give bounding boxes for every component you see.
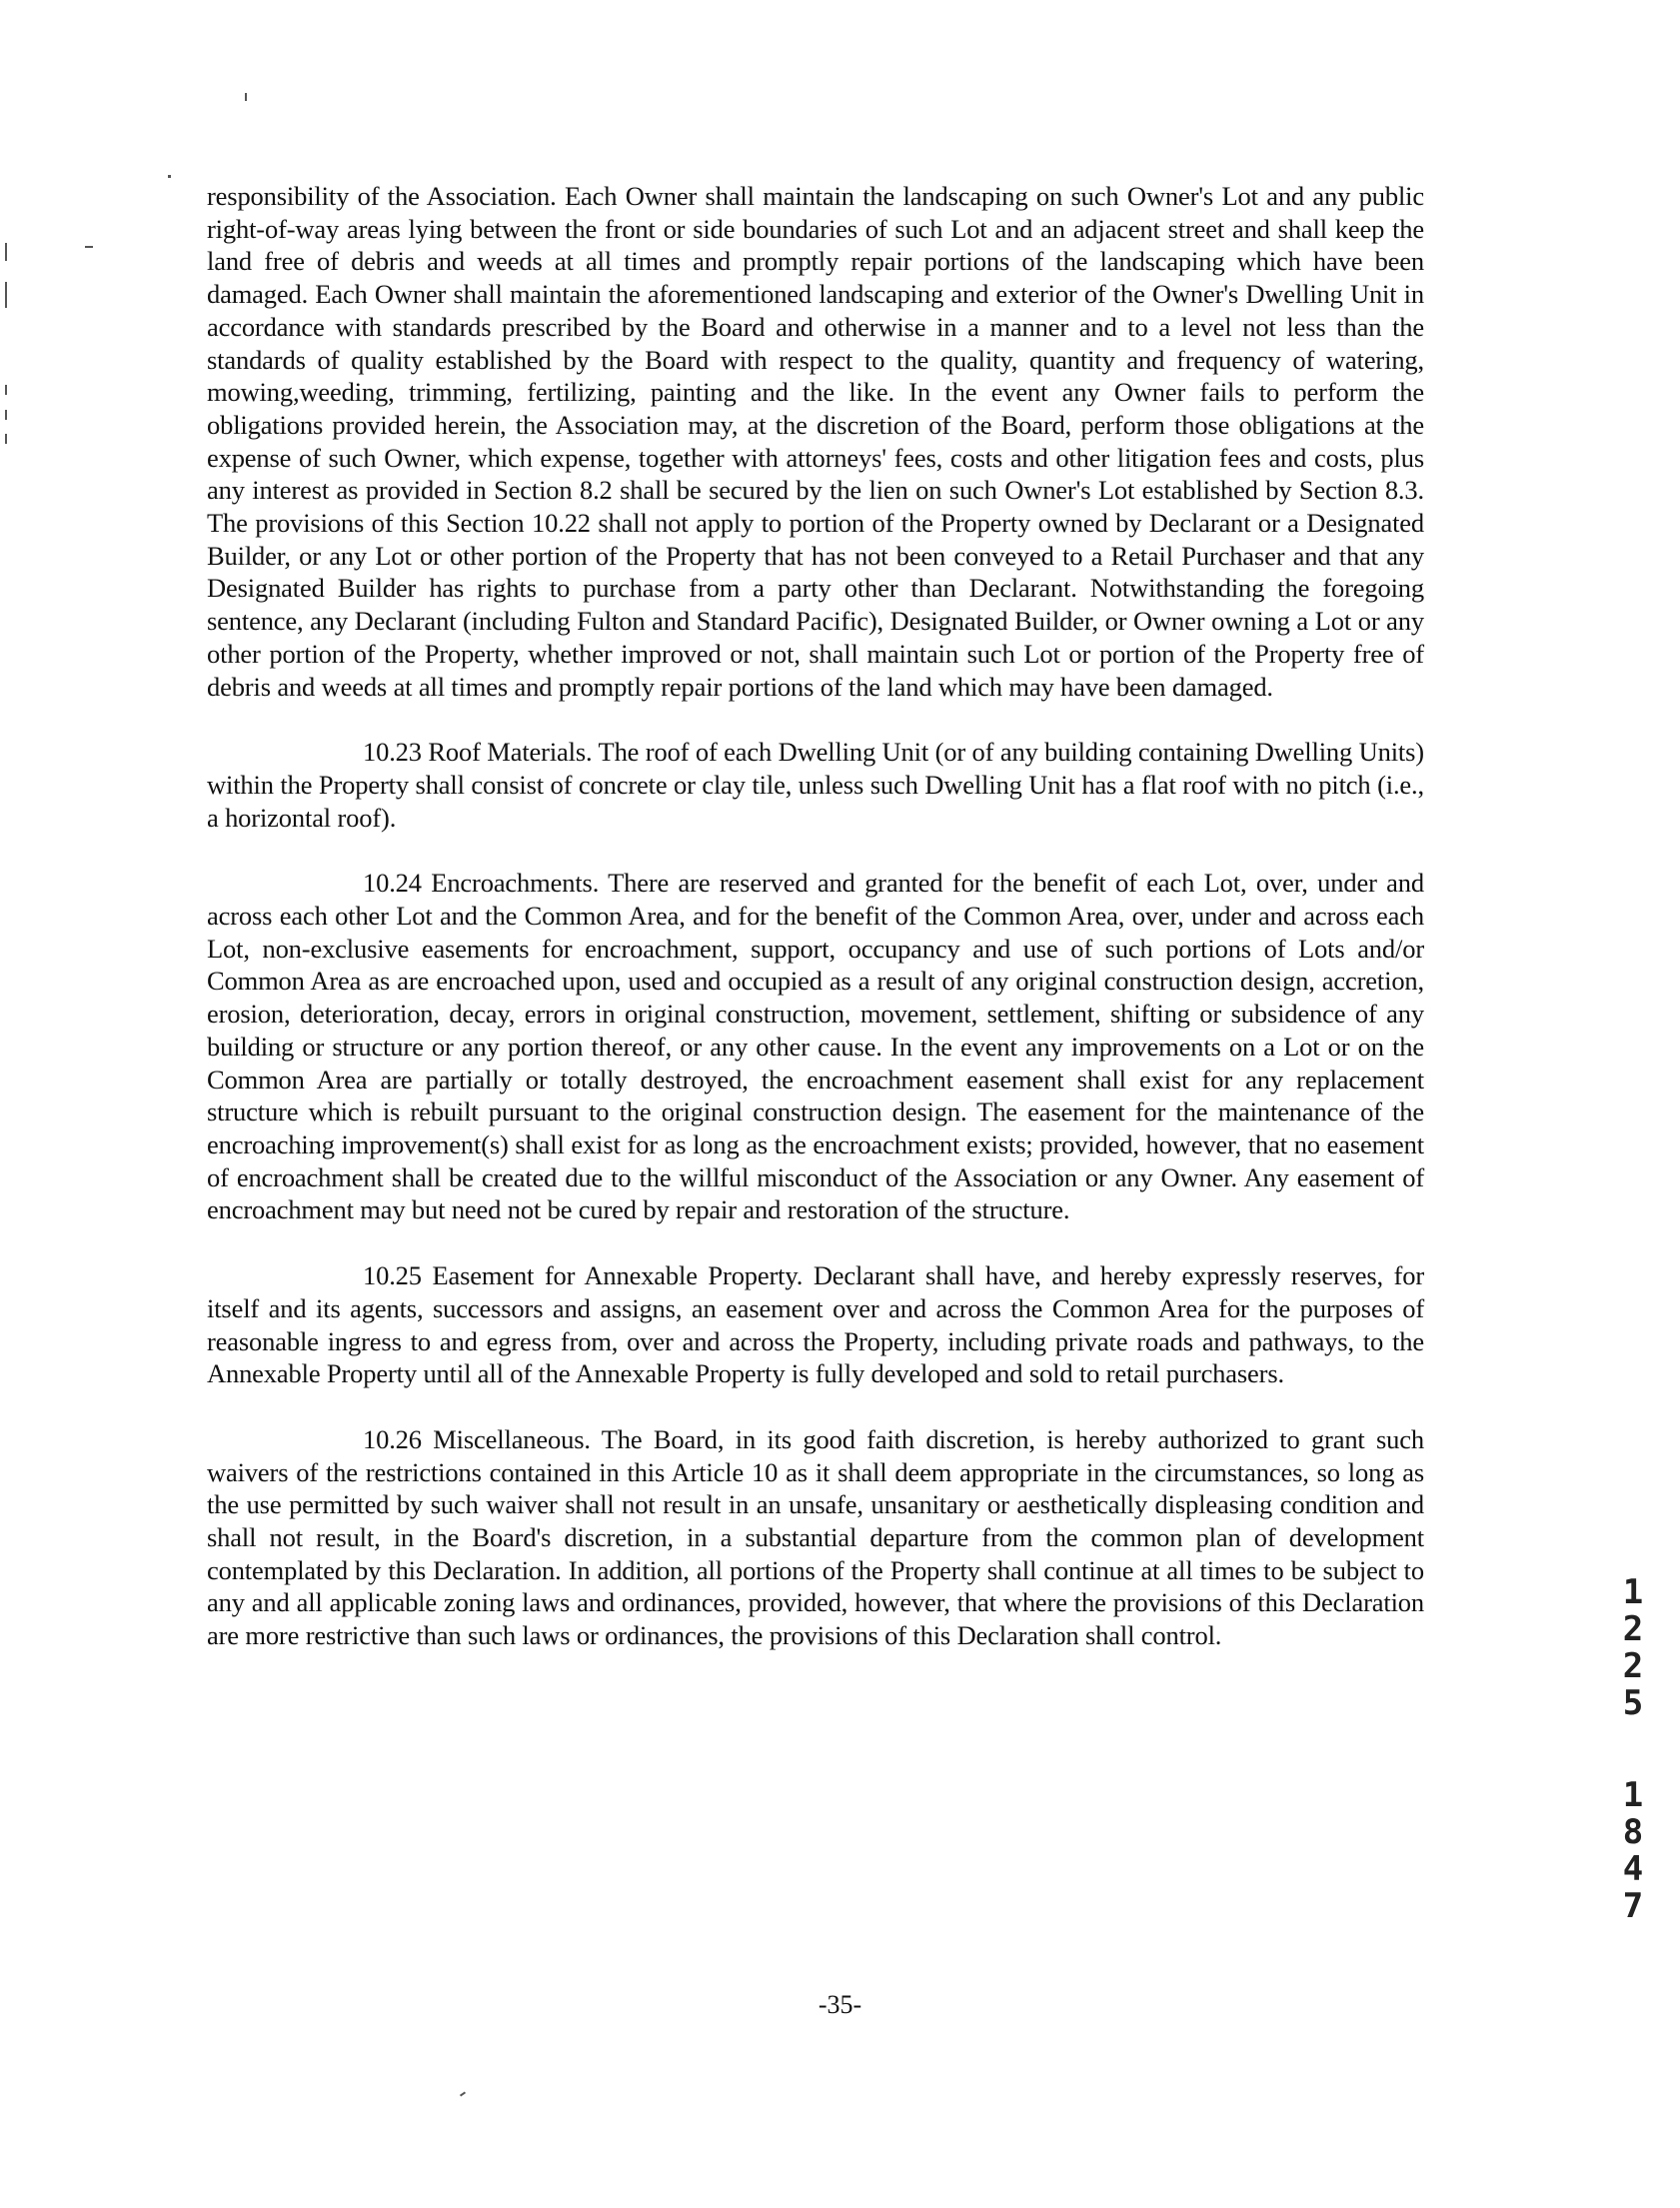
recording-stamp-bottom: 1847 (1622, 1775, 1644, 1926)
paragraph-10-25-easement-annexable-property: 10.25 Easement for Annexable Property. Declarant shall have, and hereby expressly reserves, for itself and its agents, successors and assigns, an easement over and across the Common Area for the purposes of reasonable ingress to and egress from, over and across the Property, including private roads and pathways, to the Annexable Property until all of the Annexable Property is fully developed and sold to retail purchasers. (207, 1260, 1424, 1389)
scan-mark (5, 434, 7, 444)
paragraph-landscaping-continuation: responsibility of the Association. Each Owner shall maintain the landscaping on such Owner's Lot and any public right-of-way areas lying between the front or side boundaries of such Lot and an adjacent street and shall keep the land free of debris and weeds at all times and promptly repair portions of the landscaping which have been damaged. Each Owner shall maintain the aforementioned landscaping and exterior of the Owner's Dwelling Unit in accordance with standards prescribed by the Board and otherwise in a manner and to a level not less than the standards of quality established by the Board with respect to the quality, quantity and frequency of watering, mowing,weeding, trimming, fertilizing, painting and the like. In the event any Owner fails to perform the obligations provided herein, the Association may, at the discretion of the Board, perform those obligations at the expense of such Owner, which expense, together with attorneys' fees, costs and other litigation fees and costs, plus any interest as provided in Section 8.2 shall be secured by the lien on such Owner's Lot established by Section 8.3. The provisions of this Section 10.22 shall not apply to portion of the Property owned by Declarant or a Designated Builder, or any Lot or other portion of the Property that has not been conveyed to a Retail Purchaser and that any Designated Builder has rights to purchase from a party other than Declarant. Notwithstanding the foregoing sentence, any Declarant (including Fulton and Standard Pacific), Designated Builder, or Owner owning a Lot or any other portion of the Property, whether improved or not, shall maintain such Lot or portion of the Property free of debris and weeds at all times and promptly repair portions of the land which may have been damaged. (207, 181, 1424, 702)
scan-mark (5, 282, 7, 308)
scan-mark (85, 246, 93, 248)
paragraph-10-26-miscellaneous: 10.26 Miscellaneous. The Board, in its good faith discretion, is hereby authorized to grant such waivers of the restrictions contained in this Article 10 as it shall deem appropriate in the circumstances, so long as the use permitted by such waiver shall not result in an unsafe, unsanitary or aesthetically displeasing condition and shall not result, in the Board's discretion, in a substantial departure from the common plan of development contemplated by this Declaration. In addition, all portions of the Property shall continue at all times to be subject to any and all applicable zoning laws and ordinances, provided, however, that where the provisions of this Declaration are more restrictive than such laws or ordinances, the provisions of this Declaration shall control. (207, 1423, 1424, 1651)
scan-mark (460, 2091, 466, 2096)
scan-mark (5, 410, 7, 420)
scan-mark (245, 93, 247, 101)
recording-stamp-top: 1225 (1622, 1572, 1644, 1723)
paragraph-10-23-roof-materials: 10.23 Roof Materials. The roof of each Dwelling Unit (or of any building containing Dwelling Units) within the Property shall consist of concrete or clay tile, unless such Dwelling Unit has a flat roof with no pitch (i.e., a horizontal roof). (207, 737, 1424, 833)
scan-mark (5, 243, 7, 261)
scan-mark (168, 175, 171, 178)
paragraph-10-24-encroachments: 10.24 Encroachments. There are reserved and granted for the benefit of each Lot, over, under and across each other Lot and the Common Area, and for the benefit of the Common Area, over, under and across each Lot, non-exclusive easements for encroachment, support, occupancy and use of such portions of Lots and/or Common Area as are encroached upon, used and occupied as a result of any original construction design, accretion, erosion, deterioration, decay, errors in original construction, movement, settlement, shifting or subsidence of any building or structure or any portion thereof, or any other cause. In the event any improvements on a Lot or on the Common Area are partially or totally destroyed, the encroachment easement shall exist for any replacement structure which is rebuilt pursuant to the original construction design. The easement for the maintenance of the encroaching improvement(s) shall exist for as long as the encroachment exists; provided, however, that no easement of encroachment shall be created due to the willful misconduct of the Association or any Owner. Any easement of encroachment may but need not be cured by repair and restoration of the structure. (207, 868, 1424, 1225)
page-number: -35- (818, 1990, 862, 2019)
scan-mark (5, 385, 7, 395)
document-body (207, 180, 1424, 1652)
